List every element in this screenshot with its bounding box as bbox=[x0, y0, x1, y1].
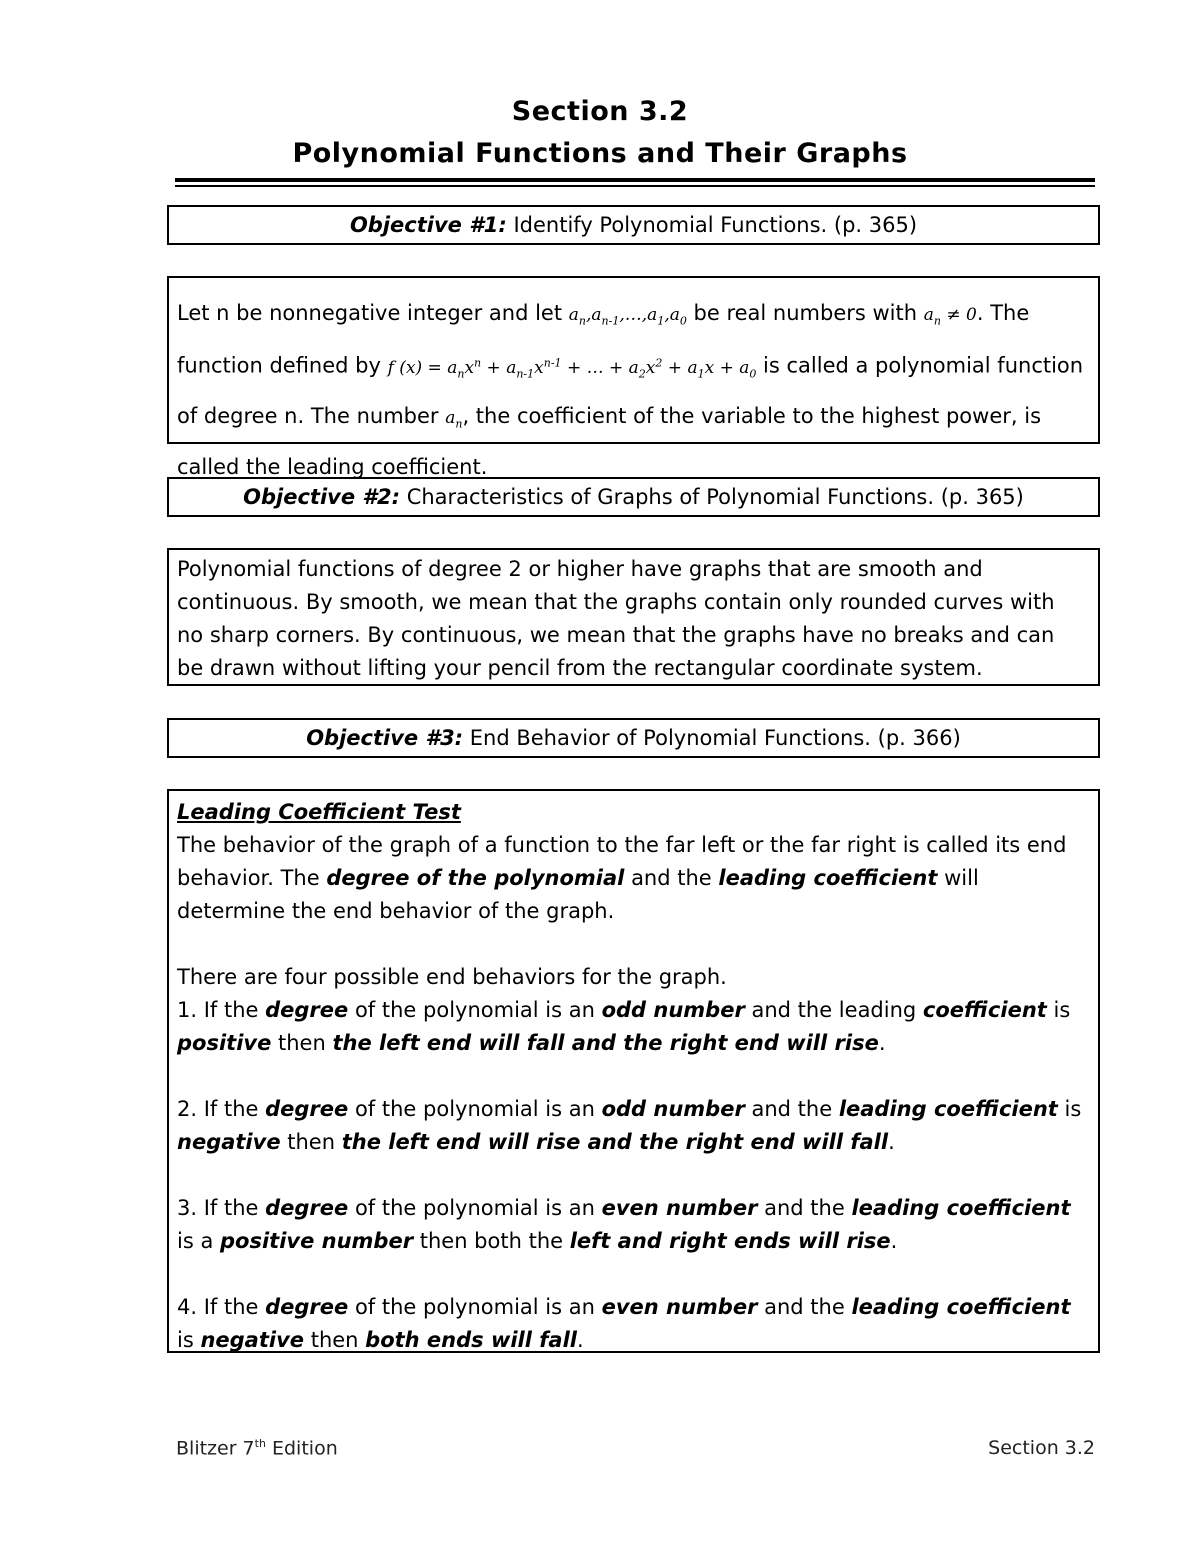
coefficients-expression: $a_n,a_{n-1},\dots,a_1,a_0$ bbox=[568, 305, 687, 328]
title-rule-thick bbox=[175, 178, 1095, 182]
objective-2-text: Characteristics of Graphs of Polynomial Functions. (p. 365) bbox=[400, 485, 1024, 509]
objective-1-text: Identify Polynomial Functions. (p. 365) bbox=[506, 213, 918, 237]
section-number: Section 3.2 bbox=[511, 96, 689, 127]
objective-2-label: Objective #2: bbox=[243, 485, 401, 509]
lct-item-2: 2. If the degree of the polynomial is an odd number and the leading coefficient is negative then the left end will rise and the right end will fall. bbox=[177, 1097, 1082, 1154]
nonzero-condition: $a_n \ne 0$ bbox=[923, 305, 977, 328]
objective-1-box bbox=[167, 205, 1100, 245]
lct-intro: There are four possible end behaviors for the graph. bbox=[177, 965, 727, 989]
objective-3-label: Objective #3: bbox=[306, 726, 464, 750]
lct-item-4: 4. If the degree of the polynomial is an even number and the leading coefficient is negative then both ends will fall. bbox=[177, 1295, 1071, 1352]
page-title: Polynomial Functions and Their Graphs bbox=[292, 138, 908, 169]
characteristics-text: Polynomial functions of degree 2 or higher have graphs that are smooth and continuous. By smooth, we mean that the graphs contain only rounded curves with no sharp corners. By continuous, we mean that the graphs have no breaks and can be drawn without lifting your pencil from the rectangular coordinate system. bbox=[177, 557, 1055, 680]
definition-text: Let n be nonnegative integer and let $a_n,a_{n-1},\dots,a_1,a_0$ be real numbers with $a_n \ne 0$. The function defined by f $(x) = a_nx^n + a_{n-1}x^{n-1}$ + … + $a_2x^2 + a_1x + a_0$ is called a polynomial function of degree n. The number $a_n$, the coefficient of the variable to the highest power, is called the leading coefficient. bbox=[177, 301, 1084, 479]
characteristics-box bbox=[167, 548, 1100, 686]
footer-edition: Blitzer 7th Edition bbox=[176, 1437, 338, 1460]
leading-coefficient-symbol: $a_n$ bbox=[445, 408, 463, 431]
definition-box bbox=[167, 276, 1100, 479]
lct-item-3: 3. If the degree of the polynomial is an even number and the leading coefficient is a positive number then both the left and right ends will rise. bbox=[177, 1196, 1071, 1253]
lct-paragraph: The behavior of the graph of a function to the far left or the far right is called its end behavior. The degree of the polynomial and the leading coefficient will determine the end behavior of the graph. bbox=[177, 833, 1067, 923]
lct-item-1: 1. If the degree of the polynomial is an odd number and the leading coefficient is positive then the left end will fall and the right end will rise. bbox=[177, 998, 1071, 1055]
leading-coefficient-test-box bbox=[167, 789, 1100, 1353]
objective-3-box bbox=[167, 718, 1100, 758]
polynomial-formula: f $(x) = a_nx^n + a_{n-1}x^{n-1}$ + … + $a_2x^2 + a_1x + a_0$ bbox=[387, 356, 757, 381]
objective-1-label: Objective #1: bbox=[349, 213, 507, 237]
footer-section: Section 3.2 bbox=[988, 1437, 1095, 1459]
lct-heading: Leading Coefficient Test bbox=[177, 800, 461, 824]
objective-3-text: End Behavior of Polynomial Functions. (p. 366) bbox=[463, 726, 961, 750]
title-rule-thin bbox=[175, 185, 1095, 187]
objective-2-box bbox=[167, 477, 1100, 517]
